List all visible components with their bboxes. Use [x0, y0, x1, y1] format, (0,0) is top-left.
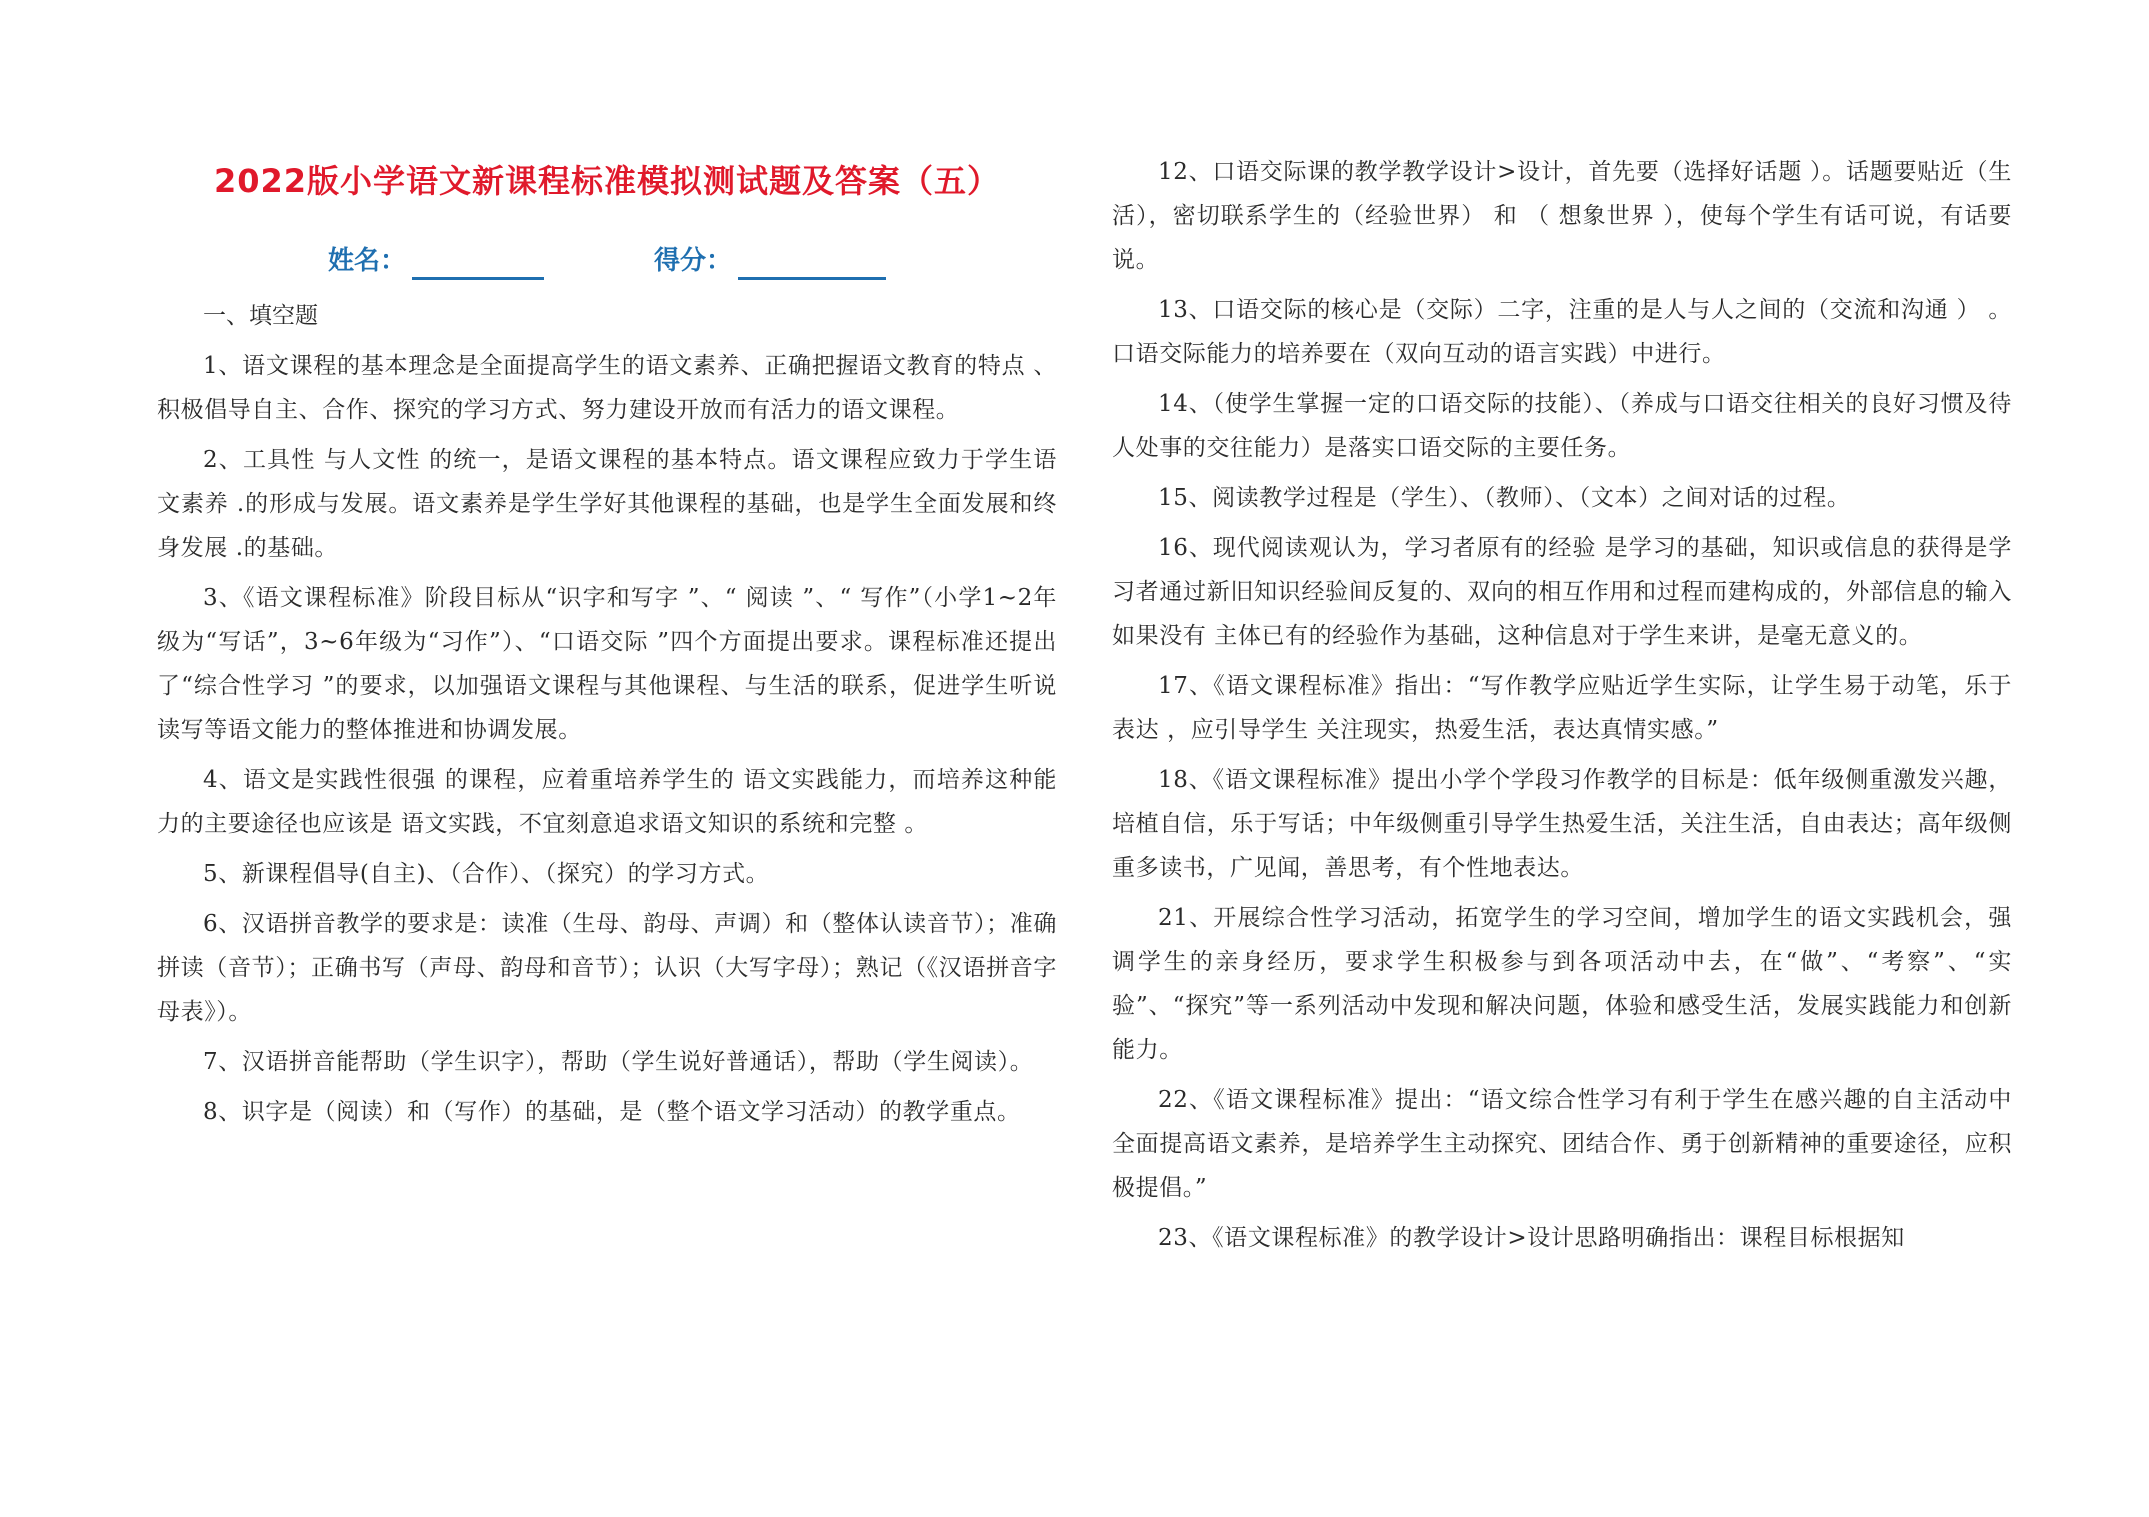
question-3: 3、《语文课程标准》阶段目标从“识字和写字 ”、“ 阅读 ”、“ 写作”（小学1~2年级为“写话”，3~6年级为“习作”）、“口语交际 ”四个方面提出要求。课程标准还提出了“综合性学习 ”的要求，以加强语文课程与其他课程、与生活的联系，促进学生听说读写等语文能力的整体推进和协调发展。: [157, 585, 1057, 743]
question-8: 8、识字是（阅读）和（写作）的基础，是（整个语文学习活动）的教学重点。: [203, 1099, 1021, 1125]
question-7: 7、汉语拼音能帮助（学生识字），帮助（学生说好普通话），帮助（学生阅读）。: [203, 1049, 1034, 1075]
question-5: 5、新课程倡导(自主)、（合作）、（探究）的学习方式。: [203, 861, 770, 887]
question-6: 6、汉语拼音教学的要求是：读准（生母、韵母、声调）和（整体认读音节）；准确拼读（音节）；正确书写（声母、韵母和音节）；认识（大写字母）；熟记（《汉语拼音字母表》）。: [157, 911, 1057, 1025]
score-label: 得分：: [654, 246, 733, 276]
question-18: 18、《语文课程标准》提出小学个学段习作教学的目标是：低年级侧重激发兴趣，培植自信，乐于写话；中年级侧重引导学生热爱生活，关注生活，自由表达；高年级侧重多读书，广见闻，善思考，有个性地表达。: [1112, 767, 2012, 881]
page-title: 2022版小学语文新课程标准模拟测试题及答案（五）: [213, 162, 1001, 200]
question-13: 13、口语交际的核心是（交际）二字，注重的是人与人之间的（交流和沟通 ） 。口语交际能力的培养要在（双向互动的语言实践）中进行。: [1112, 297, 2012, 367]
name-label: 姓名：: [327, 246, 406, 276]
question-16: 16、现代阅读观认为，学习者原有的经验 是学习的基础，知识或信息的获得是学习者通过新旧知识经验间反复的、双向的相互作用和过程而建构成的，外部信息的输入如果没有 主体已有的经验作为基础，这种信息对于学生来讲，是毫无意义的。: [1112, 535, 2012, 649]
right-column: [1112, 150, 2012, 1266]
name-score-row: [157, 242, 1057, 280]
question-22: 22、《语文课程标准》提出：“语文综合性学习有利于学生在感兴趣的自主活动中全面提高语文素养，是培养学生主动探究、团结合作、勇于创新精神的重要途径，应积极提倡。”: [1112, 1087, 2012, 1201]
question-2: 2、工具性 与人文性 的统一，是语文课程的基本特点。语文课程应致力于学生语文素养 .的形成与发展。语文素养是学生学好其他课程的基础，也是学生全面发展和终身发展 .的基础。: [157, 447, 1057, 561]
score-field: [654, 242, 886, 280]
left-column: [157, 150, 1057, 1140]
name-field: [328, 242, 544, 280]
score-blank-line: [738, 247, 886, 280]
question-15: 15、阅读教学过程是（学生）、（教师）、（文本）之间对话的过程。: [1158, 485, 1851, 511]
question-1: 1、语文课程的基本理念是全面提高学生的语文素养、正确把握语文教育的特点 、积极倡导自主、合作、探究的学习方式、努力建设开放而有活力的语文课程。: [157, 353, 1057, 423]
question-17: 17、《语文课程标准》指出：“写作教学应贴近学生实际，让学生易于动笔，乐于表达 ，应引导学生 关注现实，热爱生活，表达真情实感。”: [1112, 673, 2012, 743]
name-blank-line: [412, 247, 544, 280]
question-4: 4、语文是实践性很强 的课程，应着重培养学生的 语文实践能力，而培养这种能力的主要途径也应该是 语文实践，不宜刻意追求语文知识的系统和完整 。: [157, 767, 1057, 837]
question-14: 14、（使学生掌握一定的口语交际的技能）、（养成与口语交往相关的良好习惯及待人处事的交往能力）是落实口语交际的主要任务。: [1112, 391, 2012, 461]
section-heading: 一、填空题: [203, 303, 318, 329]
question-23: 23、《语文课程标准》的教学设计>设计思路明确指出：课程目标根据知: [1158, 1225, 1905, 1251]
question-21: 21、开展综合性学习活动，拓宽学生的学习空间，增加学生的语文实践机会，强调学生的亲身经历，要求学生积极参与到各项活动中去，在“做”、“考察”、“实验”、“探究”等一系列活动中发现和解决问题，体验和感受生活，发展实践能力和创新能力。: [1112, 905, 2012, 1063]
question-12: 12、口语交际课的教学教学设计>设计，首先要（选择好话题 ）。话题要贴近（生活），密切联系学生的（经验世界） 和 （ 想象世界 ），使每个学生有话可说，有话要说。: [1112, 159, 2012, 273]
